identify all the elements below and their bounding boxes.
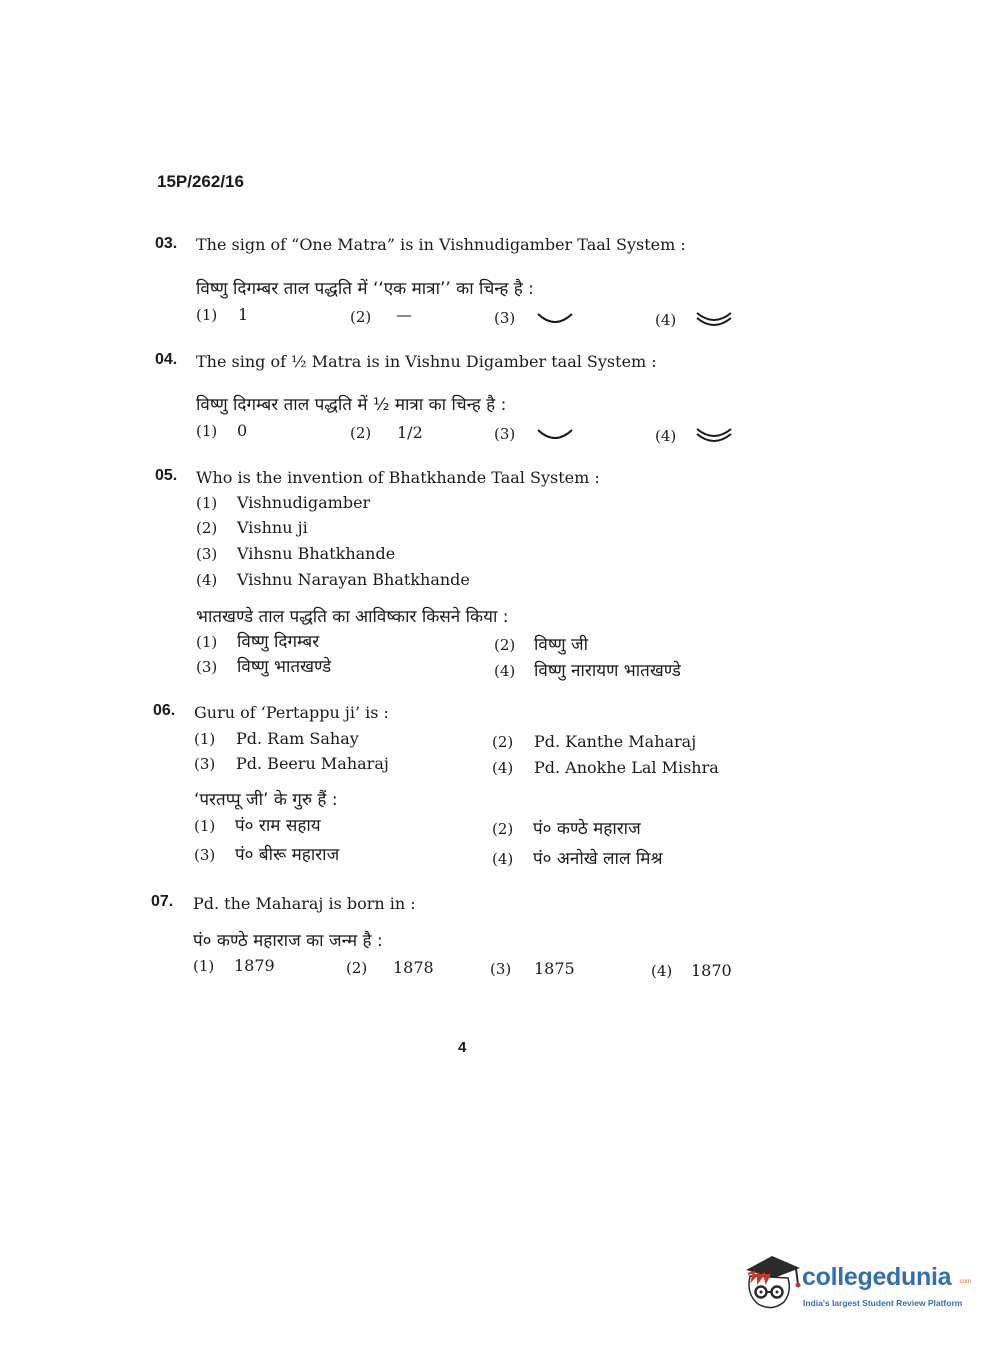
option-text: विष्णु दिगम्बर	[237, 632, 320, 652]
option-text: विष्णु नारायण भातखण्डे	[534, 661, 681, 681]
option-number: (2)	[196, 519, 218, 537]
option-text: पं० राम सहाय	[235, 816, 321, 836]
question-text-hindi: पं० कण्ठे महाराज का जन्म है :	[193, 931, 383, 951]
mascot-logo-icon	[740, 1250, 802, 1312]
option-number: (3)	[490, 960, 512, 978]
brand-name: collegedunia	[802, 1263, 952, 1291]
option-number: (4)	[492, 759, 514, 777]
option-text: Pd. Kanthe Maharaj	[534, 732, 697, 751]
option-number: (4)	[494, 662, 516, 680]
option-text: विष्णु जी	[534, 635, 589, 655]
option-text: Vihsnu Bhatkhande	[237, 544, 396, 563]
option-text: 1878	[393, 958, 434, 977]
option-number: (3)	[196, 658, 218, 676]
option-text: Pd. Beeru Maharaj	[236, 754, 389, 773]
option-number: (3)	[494, 309, 516, 327]
option-text: विष्णु भातखण्डे	[237, 657, 332, 677]
option-text: पं० अनोखे लाल मिश्र	[533, 849, 663, 869]
option-number: (3)	[196, 545, 218, 563]
option-text: Vishnudigamber	[237, 493, 371, 512]
option-number: (1)	[196, 494, 218, 512]
question-text-hindi: विष्णु दिगम्बर ताल पद्धति में ‘‘एक मात्रा’’ का चिन्ह है :	[196, 279, 534, 299]
option-number: (1)	[196, 422, 218, 440]
option-number: (4)	[196, 571, 218, 589]
option-number: (4)	[655, 311, 677, 329]
question-text-english: Pd. the Maharaj is born in :	[193, 894, 416, 913]
single-arc-icon	[535, 310, 575, 328]
option-text: 1/2	[397, 423, 423, 442]
option-number: (1)	[194, 730, 216, 748]
option-text: Vishnu ji	[237, 518, 308, 537]
option-number: (4)	[655, 427, 677, 445]
question-number: 05.	[155, 467, 178, 484]
question-text-english: The sing of ½ Matra is in Vishnu Digamber taal System :	[196, 352, 657, 371]
option-text: Vishnu Narayan Bhatkhande	[237, 570, 470, 589]
option-number: (2)	[494, 636, 516, 654]
option-text: पं० बीरू महाराज	[235, 845, 340, 865]
double-arc-icon	[694, 425, 734, 447]
option-number: (2)	[346, 959, 368, 977]
option-text: 1879	[234, 956, 275, 975]
option-number: (2)	[350, 424, 372, 442]
page-number: 4	[458, 1039, 467, 1056]
option-text: —	[396, 305, 412, 324]
option-text: पं० कण्ठे महाराज	[533, 819, 641, 839]
question-text-english: The sign of “One Matra” is in Vishnudigamber Taal System :	[196, 235, 686, 254]
option-text: 1870	[691, 961, 732, 980]
option-number: (1)	[194, 817, 216, 835]
option-number: (1)	[196, 633, 218, 651]
question-number: 07.	[151, 893, 174, 910]
question-text-english: Who is the invention of Bhatkhande Taal System :	[196, 468, 600, 487]
option-number: (2)	[492, 820, 514, 838]
paper-code: 15P/262/16	[157, 172, 244, 191]
option-number: (1)	[193, 957, 215, 975]
option-text: 0	[237, 421, 248, 440]
double-arc-icon	[694, 309, 734, 331]
option-number: (3)	[194, 755, 216, 773]
question-text-hindi: विष्णु दिगम्बर ताल पद्धति में ½ मात्रा का चिन्ह है :	[196, 395, 507, 415]
brand-domain: .com	[958, 1279, 972, 1285]
option-number: (4)	[492, 850, 514, 868]
question-text-english: Guru of ‘Pertappu ji’ is :	[194, 703, 389, 722]
option-number: (1)	[196, 306, 218, 324]
option-number: (2)	[350, 308, 372, 326]
single-arc-icon	[535, 426, 575, 444]
question-number: 06.	[153, 702, 176, 719]
option-number: (4)	[651, 962, 673, 980]
option-number: (3)	[194, 846, 216, 864]
option-number: (3)	[494, 425, 516, 443]
question-number: 03.	[155, 235, 178, 252]
question-text-hindi: ‘परतप्पू जी’ के गुरु हैं :	[194, 790, 338, 810]
option-text: Pd. Anokhe Lal Mishra	[534, 758, 719, 777]
option-text: Pd. Ram Sahay	[236, 729, 359, 748]
brand-tagline: India's largest Student Review Platform	[803, 1298, 963, 1308]
option-text: 1	[238, 305, 249, 324]
question-text-hindi: भातखण्डे ताल पद्धति का आविष्कार किसने किया :	[196, 607, 509, 627]
option-text: 1875	[534, 959, 575, 978]
question-number: 04.	[155, 351, 178, 368]
option-number: (2)	[492, 733, 514, 751]
